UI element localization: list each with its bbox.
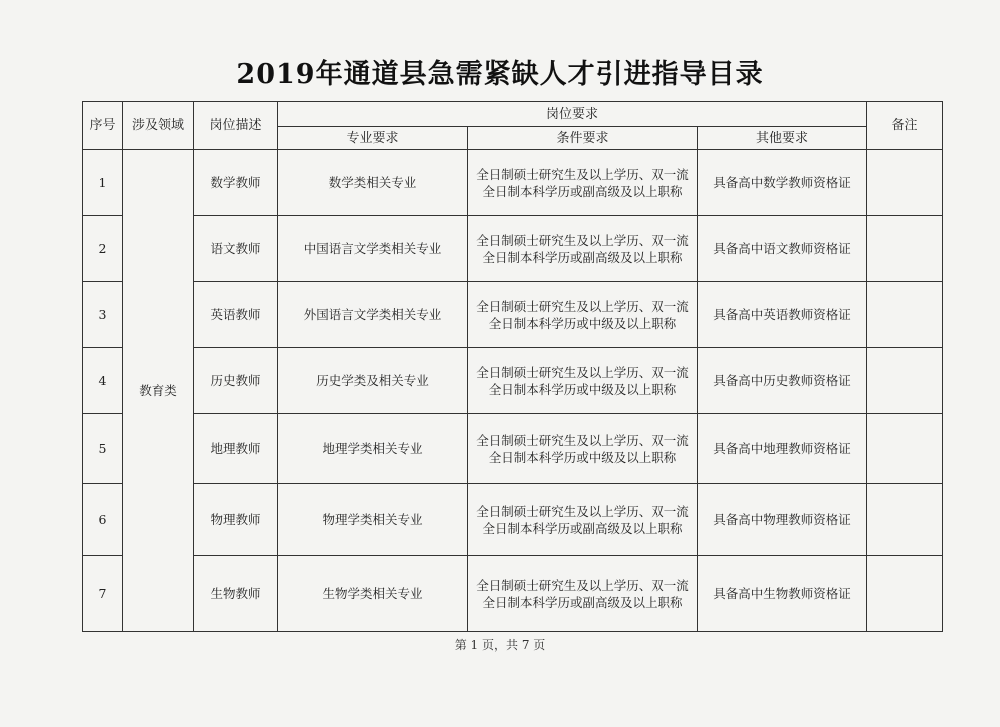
conditions-cell bbox=[468, 348, 698, 414]
conditions-line-1: 全日制硕士研究生及以上学历、双一流 bbox=[476, 364, 689, 380]
conditions-cell bbox=[468, 150, 698, 216]
header-requirements: 岗位要求 bbox=[278, 102, 867, 127]
other-cell: 具备高中英语教师资格证 bbox=[698, 282, 867, 348]
seq-cell: 1 bbox=[83, 150, 123, 216]
page-footer: 第 1 页，共 7 页 bbox=[454, 638, 546, 652]
position-cell: 语文教师 bbox=[194, 216, 278, 282]
seq-cell: 3 bbox=[83, 282, 123, 348]
conditions-line-1: 全日制硕士研究生及以上学历、双一流 bbox=[476, 432, 689, 448]
position-cell: 英语教师 bbox=[194, 282, 278, 348]
seq-cell: 6 bbox=[83, 484, 123, 556]
seq-cell: 4 bbox=[83, 348, 123, 414]
other-cell: 具备高中语文教师资格证 bbox=[698, 216, 867, 282]
conditions-cell bbox=[468, 484, 698, 556]
conditions-cell bbox=[468, 414, 698, 484]
position-cell: 地理教师 bbox=[194, 414, 278, 484]
remarks-cell bbox=[867, 348, 943, 414]
major-cell: 地理学类相关专业 bbox=[278, 414, 468, 484]
remarks-cell bbox=[867, 216, 943, 282]
seq-cell: 5 bbox=[83, 414, 123, 484]
conditions-line-2: 全日制本科学历或副高级及以上职称 bbox=[482, 594, 683, 610]
remarks-cell bbox=[867, 556, 943, 632]
major-cell: 生物学类相关专业 bbox=[278, 556, 468, 632]
table-row bbox=[83, 556, 943, 632]
header-other: 其他要求 bbox=[698, 127, 867, 150]
conditions-line-1: 全日制硕士研究生及以上学历、双一流 bbox=[476, 503, 689, 519]
table-row bbox=[83, 216, 943, 282]
field-cell: 教育类 bbox=[123, 150, 194, 632]
seq-cell: 2 bbox=[83, 216, 123, 282]
header-remarks: 备注 bbox=[867, 102, 943, 150]
header-seq: 序号 bbox=[83, 102, 123, 150]
conditions-line-2: 全日制本科学历或中级及以上职称 bbox=[488, 449, 677, 465]
seq-cell: 7 bbox=[83, 556, 123, 632]
header-field: 涉及领域 bbox=[123, 102, 194, 150]
major-cell: 外国语言文学类相关专业 bbox=[278, 282, 468, 348]
remarks-cell bbox=[867, 282, 943, 348]
position-cell: 历史教师 bbox=[194, 348, 278, 414]
conditions-line-1: 全日制硕士研究生及以上学历、双一流 bbox=[476, 232, 689, 248]
other-cell: 具备高中生物教师资格证 bbox=[698, 556, 867, 632]
conditions-line-2: 全日制本科学历或副高级及以上职称 bbox=[482, 249, 683, 265]
conditions-line-1: 全日制硕士研究生及以上学历、双一流 bbox=[476, 577, 689, 593]
conditions-line-2: 全日制本科学历或副高级及以上职称 bbox=[482, 183, 683, 199]
table-row bbox=[83, 150, 943, 216]
remarks-cell bbox=[867, 484, 943, 556]
header-conditions: 条件要求 bbox=[468, 127, 698, 150]
other-cell: 具备高中物理教师资格证 bbox=[698, 484, 867, 556]
table-row bbox=[83, 348, 943, 414]
conditions-cell bbox=[468, 282, 698, 348]
header-major: 专业要求 bbox=[278, 127, 468, 150]
position-cell: 生物教师 bbox=[194, 556, 278, 632]
other-cell: 具备高中地理教师资格证 bbox=[698, 414, 867, 484]
major-cell: 历史学类及相关专业 bbox=[278, 348, 468, 414]
page-title: 2019年通道县急需紧缺人才引进指导目录 bbox=[236, 59, 764, 90]
conditions-line-1: 全日制硕士研究生及以上学历、双一流 bbox=[476, 166, 689, 182]
major-cell: 中国语言文学类相关专业 bbox=[278, 216, 468, 282]
conditions-cell bbox=[468, 556, 698, 632]
position-cell: 数学教师 bbox=[194, 150, 278, 216]
talent-catalog-table bbox=[82, 101, 943, 632]
other-cell: 具备高中数学教师资格证 bbox=[698, 150, 867, 216]
major-cell: 物理学类相关专业 bbox=[278, 484, 468, 556]
position-cell: 物理教师 bbox=[194, 484, 278, 556]
table-row bbox=[83, 282, 943, 348]
major-cell: 数学类相关专业 bbox=[278, 150, 468, 216]
other-cell: 具备高中历史教师资格证 bbox=[698, 348, 867, 414]
remarks-cell bbox=[867, 150, 943, 216]
conditions-line-2: 全日制本科学历或中级及以上职称 bbox=[488, 381, 677, 397]
conditions-cell bbox=[468, 216, 698, 282]
conditions-line-2: 全日制本科学历或中级及以上职称 bbox=[488, 315, 677, 331]
header-position: 岗位描述 bbox=[194, 102, 278, 150]
table-row bbox=[83, 484, 943, 556]
remarks-cell bbox=[867, 414, 943, 484]
conditions-line-1: 全日制硕士研究生及以上学历、双一流 bbox=[476, 298, 689, 314]
conditions-line-2: 全日制本科学历或副高级及以上职称 bbox=[482, 520, 683, 536]
table-row bbox=[83, 414, 943, 484]
